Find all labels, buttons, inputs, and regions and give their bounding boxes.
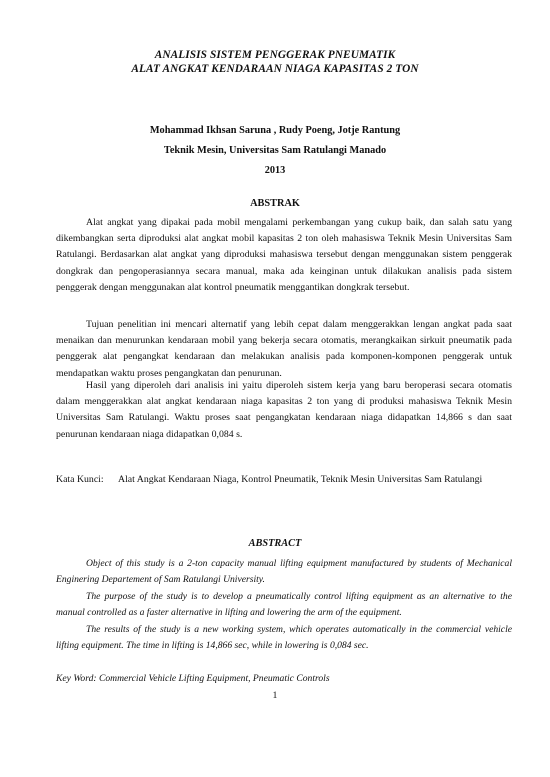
abstract-paragraph: The purpose of the study is to develop a pneumatically control lifting equipment as an alternative to the manual controlled as a faster alternative in lifting and lowering the arm of the equipment. bbox=[56, 591, 512, 619]
kata-kunci-label: Kata Kunci: bbox=[56, 474, 104, 485]
abstrak-heading: ABSTRAK bbox=[250, 198, 300, 209]
kata-kunci-text: Alat Angkat Kendaraan Niaga, Kontrol Pneumatik, Teknik Mesin Universitas Sam Ratulangi bbox=[118, 474, 483, 485]
author-list: Mohammad Ikhsan Saruna , Rudy Poeng, Jotje Rantung bbox=[149, 125, 401, 136]
abstract-paragraph: The results of the study is a new working system, which operates automatically in the commercial vehicle lifting equipment. The time in lifting is 14,866 sec, while in lowering is 0,084 sec. bbox=[56, 624, 512, 652]
key-word: Key Word: Commercial Vehicle Lifting Equipment, Pneumatic Controls bbox=[56, 673, 330, 684]
abstrak-paragraph: Alat angkat yang dipakai pada mobil mengalami perkembangan yang cukup baik, dan salah satu yang dikembangkan serta diproduksi alat angkat mobil kapasitas 2 ton oleh mahasiswa Teknik Mesin Universitas Sam Ratulangi. Berdasarkan alat angkat yang diproduksi mahasiswa tersebut dengan menggunakan sistem penggerak dongkrak dan pengoperasiannya secara manual, maka ada keinginan untuk dilakukan analisis pada sistem penggerak dengan menggunakan alat kontrol pneumatik menggantikan dongkrak tersebut. bbox=[56, 217, 512, 293]
affiliation: Teknik Mesin, Universitas Sam Ratulangi Manado bbox=[163, 145, 387, 156]
page-number: 1 bbox=[272, 690, 278, 701]
title-line-1: ANALISIS SISTEM PENGGERAK PNEUMATIK bbox=[154, 49, 396, 61]
abstract-paragraph: Object of this study is a 2-ton capacity manual lifting equipment manufactured by students of Mechanical Enginering Departement of Sam Ratulangi University. bbox=[56, 558, 512, 586]
abstrak-paragraph: Tujuan penelitian ini mencari alternatif yang lebih cepat dalam menggerakkan lengan angkat pada saat menaikan dan menurunkan kendaraan mobil yang bekerja secara otomatis, merangkaikan sirkuit pneumatik pada penggerak alat pengangkat kendaraan dan melakukan analisis pada komponen-komponen penggerak untuk mendapatkan waktu proses pengangkatan dan penurunan. bbox=[56, 319, 512, 379]
publication-year: 2013 bbox=[264, 165, 286, 176]
abstract-heading: ABSTRACT bbox=[248, 538, 302, 549]
paper-title bbox=[0, 48, 550, 76]
abstrak-paragraph: Hasil yang diperoleh dari analisis ini yaitu diperoleh sistem kerja yang baru beroperasi secara otomatis dalam menggerakkan alat angkat kendaraan niaga kapasitas 2 ton yang di produksi mahasiswa Teknik Mesin Universitas Sam Ratulangi. Waktu proses saat pengangkatan kendaraan niaga didapatkan 14,866 s dan saat penurunan kendaraan niaga didapatkan 0,084 s. bbox=[56, 380, 512, 440]
title-line-2: ALAT ANGKAT KENDARAAN NIAGA KAPASITAS 2 TON bbox=[131, 63, 419, 75]
kata-kunci bbox=[56, 472, 512, 488]
